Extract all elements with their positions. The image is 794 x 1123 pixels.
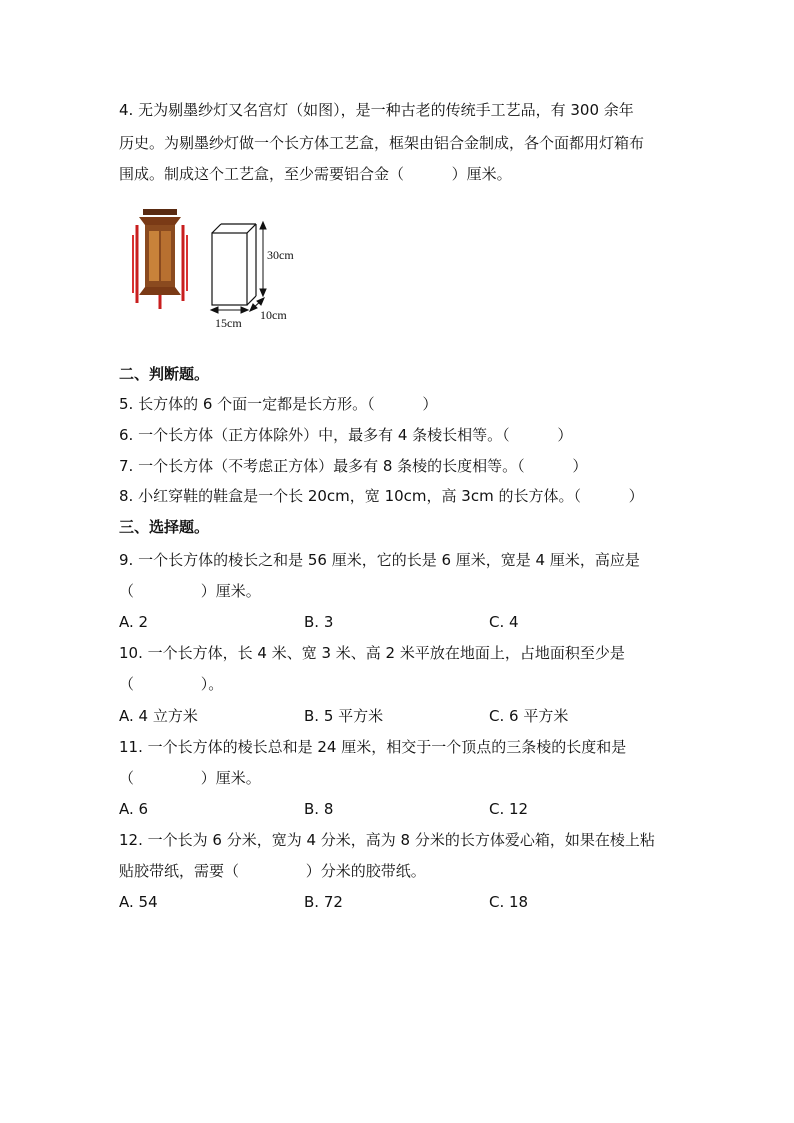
choice-q9-option-a: A. 2 bbox=[119, 613, 149, 631]
choice-q11-stem-1: 11. 一个长方体的棱长总和是 24 厘米，相交于一个顶点的三条棱的长度和是 bbox=[119, 738, 627, 756]
q4-line-1: 4. 无为剔墨纱灯又名宫灯（如图），是一种古老的传统手工艺品，有 300 余年 bbox=[119, 101, 634, 119]
q4-line-3: 围成。制成这个工艺盒，至少需要铝合金（ ）厘米。 bbox=[119, 165, 512, 183]
q4-figure bbox=[125, 205, 325, 335]
choice-q10-option-a: A. 4 立方米 bbox=[119, 707, 198, 725]
choice-q12-option-a: A. 54 bbox=[119, 893, 158, 911]
q4-line-2: 历史。为剔墨纱灯做一个长方体工艺盒，框架由铝合金制成，各个面都用灯箱布 bbox=[119, 134, 645, 152]
choice-q12-stem-2: 贴胶带纸，需要（ ）分米的胶带纸。 bbox=[119, 862, 426, 880]
choice-q9-option-c: C. 4 bbox=[489, 613, 519, 631]
choice-q10-option-c: C. 6 平方米 bbox=[489, 707, 569, 725]
choice-q11-option-c: C. 12 bbox=[489, 800, 529, 818]
section-2-title: 二、判断题。 bbox=[119, 365, 210, 383]
choice-q11-option-b: B. 8 bbox=[304, 800, 334, 818]
judge-item-8: 8. 小红穿鞋的鞋盒是一个长 20cm，宽 10cm，高 3cm 的长方体。（ ） bbox=[119, 487, 644, 505]
q4-figure-svg bbox=[125, 205, 325, 335]
height-dimension-arrow bbox=[260, 222, 266, 296]
length-dimension-arrow bbox=[211, 307, 248, 313]
choice-q9-stem-2: （ ）厘米。 bbox=[119, 582, 261, 600]
choice-q11-stem-2: （ ）厘米。 bbox=[119, 769, 261, 787]
choice-q10-stem-2: （ ）。 bbox=[119, 675, 224, 693]
choice-q11-option-a: A. 6 bbox=[119, 800, 149, 818]
choice-q12-stem-1: 12. 一个长为 6 分米，宽为 4 分米，高为 8 分米的长方体爱心箱，如果在棱上粘 bbox=[119, 831, 655, 849]
section-3-title: 三、选择题。 bbox=[119, 518, 210, 536]
judge-item-7: 7. 一个长方体（不考虑正方体）最多有 8 条棱的长度相等。（ ） bbox=[119, 457, 588, 475]
choice-q10-option-b: B. 5 平方米 bbox=[304, 707, 384, 725]
judge-item-6: 6. 一个长方体（正方体除外）中，最多有 4 条棱长相等。（ ） bbox=[119, 426, 573, 444]
cuboid-diagram bbox=[212, 224, 256, 305]
choice-q9-option-b: B. 3 bbox=[304, 613, 334, 631]
choice-q9-stem-1: 9. 一个长方体的棱长之和是 56 厘米，它的长是 6 厘米，宽是 4 厘米，高应是 bbox=[119, 551, 640, 569]
palace-lantern-image bbox=[133, 209, 187, 309]
choice-q12-option-b: B. 72 bbox=[304, 893, 343, 911]
judge-item-5: 5. 长方体的 6 个面一定都是长方形。（ ） bbox=[119, 395, 438, 413]
length-label: 15cm bbox=[215, 316, 242, 330]
width-label: 10cm bbox=[260, 308, 287, 322]
choice-q10-stem-1: 10. 一个长方体，长 4 米、宽 3 米、高 2 米平放在地面上，占地面积至少是 bbox=[119, 644, 625, 662]
choice-q12-option-c: C. 18 bbox=[489, 893, 529, 911]
height-label: 30cm bbox=[267, 248, 294, 262]
